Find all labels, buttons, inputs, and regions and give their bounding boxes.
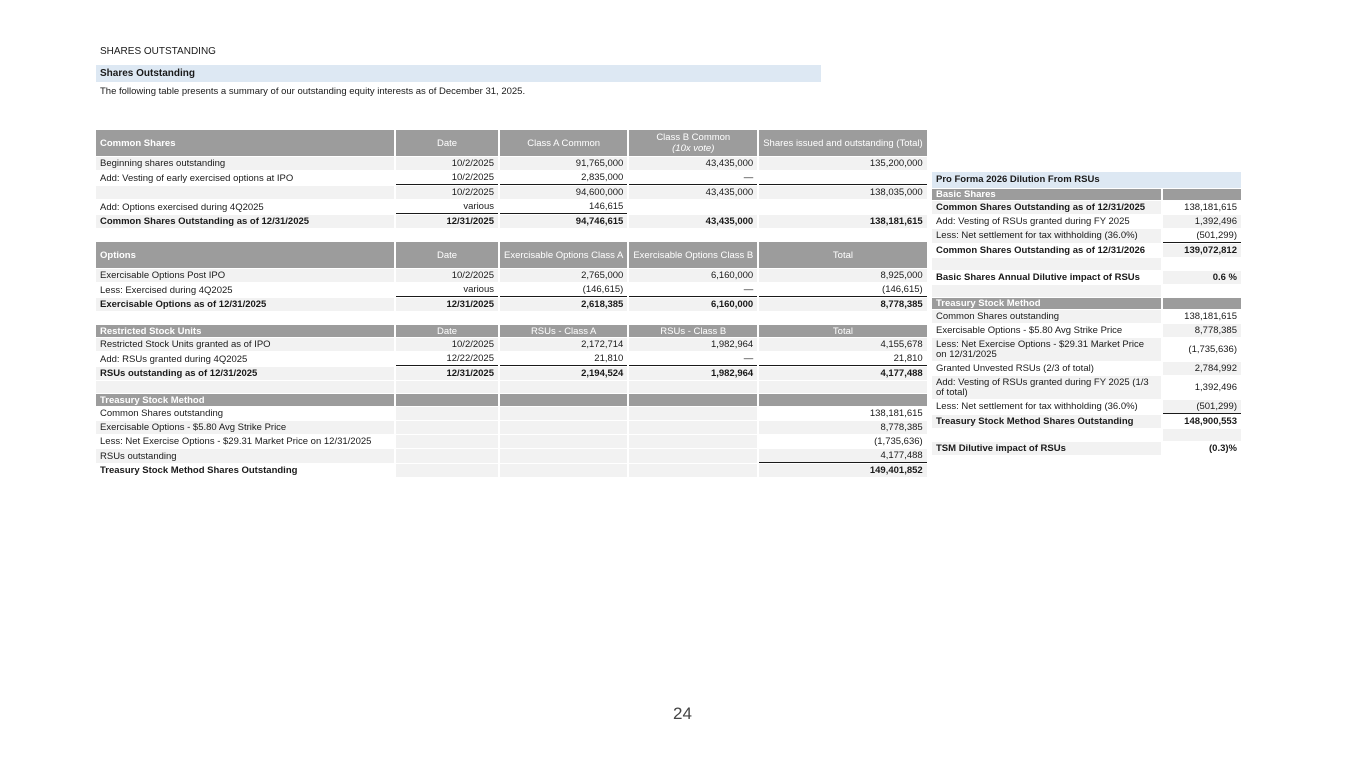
cell-value: (1,735,636) [1188, 344, 1237, 355]
cell-value: 2,618,385 [500, 298, 627, 311]
cell-date: 12/31/2025 [396, 215, 498, 228]
cell-value: 148,900,553 [1184, 416, 1237, 427]
row-label: RSUs outstanding as of 12/31/2025 [96, 367, 394, 380]
table-row [96, 186, 927, 199]
spacer-row [96, 312, 927, 324]
column-header: Date [396, 325, 498, 337]
row-label: Add: Vesting of early exercised options at IPO [100, 172, 294, 184]
cell-value: 1,982,964 [629, 338, 757, 351]
tsm-header-row [96, 394, 927, 406]
table-row-total [96, 367, 927, 380]
table-row [96, 338, 927, 351]
column-header: Total [759, 242, 927, 268]
table-row-total [96, 298, 927, 311]
row-label: TSM Dilutive impact of RSUs [932, 442, 1161, 455]
table-row [932, 310, 1241, 323]
table-row [96, 421, 927, 434]
intro-text: The following table presents a summary of our outstanding equity interests as of December 31, 2025. [100, 86, 526, 97]
tsm-impact-row [932, 442, 1241, 455]
options-header-row [96, 242, 927, 268]
row-label: Add: Vesting of RSUs granted during FY 2025 [936, 215, 1130, 227]
cell-value: 43,435,000 [629, 157, 757, 170]
cell-value: 2,765,000 [500, 269, 627, 282]
cell-value: 1,982,964 [629, 367, 757, 380]
cell-value: 1,392,496 [1194, 382, 1237, 393]
cell-value: 6,160,000 [629, 269, 757, 282]
cell-value: 8,925,000 [759, 269, 927, 282]
table-row [96, 407, 927, 420]
page-number: 24 [673, 704, 692, 723]
basic-shares-header-row [932, 189, 1241, 200]
cell-value: (146,615) [500, 283, 627, 297]
cell-value: (0.3)% [1209, 443, 1237, 454]
pro-forma-title-row [932, 172, 1241, 188]
cell-value [759, 171, 927, 185]
table-row [96, 157, 927, 170]
cell-value: (501,299) [1163, 229, 1241, 243]
column-header: Date [396, 130, 498, 156]
row-label: Common Shares Outstanding as of 12/31/2026 [936, 244, 1146, 256]
column-header: Treasury Stock Method [932, 298, 1161, 309]
pro-forma-dilution-table [930, 171, 1243, 456]
row-label: Less: Exercised during 4Q2025 [100, 284, 233, 296]
column-header: Class A Common [500, 130, 627, 156]
column-header: Exercisable Options Class A [500, 242, 627, 268]
column-header: Date [396, 242, 498, 268]
pro-forma-title: Pro Forma 2026 Dilution From RSUs [932, 172, 1241, 188]
cell-value: 149,401,852 [759, 464, 927, 477]
cell-value: 2,172,714 [500, 338, 627, 351]
spacer-row [96, 381, 927, 393]
cell-value: 4,177,488 [759, 367, 927, 380]
cell-value: 94,600,000 [500, 186, 627, 199]
table-row [96, 449, 927, 463]
spacer-row [932, 429, 1241, 441]
row-label: Less: Net settlement for tax withholding (36.0%) [936, 401, 1138, 412]
cell-date: various [396, 283, 498, 297]
cell-date: 12/31/2025 [396, 298, 498, 311]
column-header: Options [96, 242, 394, 268]
column-header: Treasury Stock Method [96, 394, 394, 406]
row-label: Add: RSUs granted during 4Q2025 [100, 353, 248, 365]
cell-value: 2,194,524 [500, 367, 627, 380]
cell-value: 43,435,000 [629, 186, 757, 199]
section-title: Shares Outstanding [96, 65, 821, 82]
cell-value: (146,615) [759, 283, 927, 297]
row-label: Common Shares Outstanding as of 12/31/2025 [96, 215, 394, 228]
row-label: Exercisable Options Post IPO [96, 269, 394, 282]
class-b-label: Class B Common [656, 132, 731, 143]
cell-date: various [396, 200, 498, 214]
spacer-row [96, 229, 927, 241]
table-row [96, 435, 927, 448]
cell-value [629, 200, 757, 214]
row-label [96, 186, 394, 199]
table-row [932, 201, 1241, 214]
cell-value: 138,181,615 [759, 215, 927, 228]
cell-value: 8,778,385 [759, 298, 927, 311]
cell-date: 10/2/2025 [396, 338, 498, 351]
cell-value: 94,746,615 [500, 215, 627, 228]
column-header: Basic Shares [932, 189, 1161, 200]
table-row-total [96, 464, 927, 477]
row-label: RSUs outstanding [96, 449, 394, 463]
cell-value: (501,299) [1163, 400, 1241, 414]
row-label: Common Shares Outstanding as of 12/31/2025 [932, 201, 1161, 214]
column-header: RSUs - Class B [629, 325, 757, 337]
cell-value: 135,200,000 [759, 157, 927, 170]
table-row [932, 376, 1241, 399]
table-row-total [96, 215, 927, 228]
cell-value: 8,778,385 [1163, 324, 1241, 337]
table-row [96, 352, 927, 366]
cell-value: — [629, 352, 757, 366]
table-row-total [932, 415, 1241, 428]
column-header: Exercisable Options Class B [629, 242, 757, 268]
cell-value: 1,392,496 [1163, 215, 1241, 228]
cell-value: 138,181,615 [869, 408, 923, 419]
table-row [96, 200, 927, 214]
row-label: Common Shares outstanding [932, 310, 1161, 323]
table-row [96, 283, 927, 297]
cell-value: (1,735,636) [874, 436, 923, 447]
cell-value: 138,181,615 [1184, 311, 1237, 322]
cell-value: 6,160,000 [629, 298, 757, 311]
cell-value: 21,810 [759, 352, 927, 366]
spacer-row [932, 285, 1241, 297]
shares-outstanding-table [94, 129, 929, 478]
cell-date: 10/2/2025 [396, 171, 498, 185]
page-label: SHARES OUTSTANDING [100, 46, 216, 57]
table-row [932, 400, 1241, 414]
table-row [932, 229, 1241, 243]
cell-date: 10/2/2025 [396, 157, 498, 170]
row-label: Add: Options exercised during 4Q2025 [100, 201, 264, 213]
row-label: Common Shares outstanding [100, 408, 224, 419]
table-row [932, 362, 1241, 375]
cell-value [759, 200, 927, 214]
cell-value: — [629, 171, 757, 185]
column-header: Shares issued and outstanding (Total) [759, 130, 927, 156]
cell-value: 21,810 [500, 352, 627, 366]
row-label: Less: Net settlement for tax withholding (36.0%) [932, 229, 1161, 243]
cell-value: 91,765,000 [500, 157, 627, 170]
cell-value: 2,835,000 [500, 171, 627, 185]
cell-date: 10/2/2025 [396, 186, 498, 199]
table-row [96, 269, 927, 282]
row-label: Add: Vesting of RSUs granted during FY 2025 (1/3 of total) [932, 376, 1161, 399]
row-label: Exercisable Options - $5.80 Avg Strike Price [936, 324, 1123, 336]
tsm-header-row [932, 298, 1241, 309]
row-label: Less: Net Exercise Options - $29.31 Market Price on 12/31/2025 [100, 436, 372, 447]
cell-value: 4,155,678 [759, 338, 927, 351]
cell-value: 0.6 % [1163, 271, 1241, 284]
common-shares-header-row [96, 130, 927, 156]
basic-impact-row [932, 271, 1241, 284]
spacer-row [932, 258, 1241, 270]
cell-date: 10/2/2025 [396, 269, 498, 282]
cell-value: 43,435,000 [629, 215, 757, 228]
column-header [629, 130, 757, 156]
column-header: Restricted Stock Units [96, 325, 394, 337]
cell-date: 12/31/2025 [396, 367, 498, 380]
row-label: Treasury Stock Method Shares Outstanding [100, 465, 298, 476]
table-row [932, 324, 1241, 337]
row-label: Granted Unvested RSUs (2/3 of total) [936, 362, 1094, 374]
column-header: Common Shares [96, 130, 394, 156]
cell-value: 2,784,992 [1163, 362, 1241, 375]
cell-value: 8,778,385 [759, 421, 927, 434]
row-label: Restricted Stock Units granted as of IPO [96, 338, 394, 351]
table-row [932, 338, 1241, 361]
row-label: Treasury Stock Method Shares Outstanding [932, 415, 1161, 428]
column-header: Total [759, 325, 927, 337]
table-row [96, 171, 927, 185]
row-label: Beginning shares outstanding [96, 157, 394, 170]
class-b-vote-note: (10x vote) [672, 143, 715, 154]
rsu-header-row [96, 325, 927, 337]
cell-value: 138,181,615 [1184, 202, 1237, 213]
cell-value: 4,177,488 [759, 449, 927, 463]
cell-value: 146,615 [500, 200, 627, 214]
table-row-total [932, 244, 1241, 257]
row-label: Basic Shares Annual Dilutive impact of RSUs [936, 271, 1140, 283]
row-label: Exercisable Options - $5.80 Avg Strike Price [96, 421, 394, 434]
cell-value: — [629, 283, 757, 297]
table-row [932, 215, 1241, 228]
row-label: Exercisable Options as of 12/31/2025 [96, 298, 394, 311]
row-label: Less: Net Exercise Options - $29.31 Market Price on 12/31/2025 [932, 338, 1161, 361]
column-header: RSUs - Class A [500, 325, 627, 337]
cell-date: 12/22/2025 [396, 352, 498, 366]
cell-value: 139,072,812 [1163, 244, 1241, 257]
cell-value: 138,035,000 [759, 186, 927, 199]
